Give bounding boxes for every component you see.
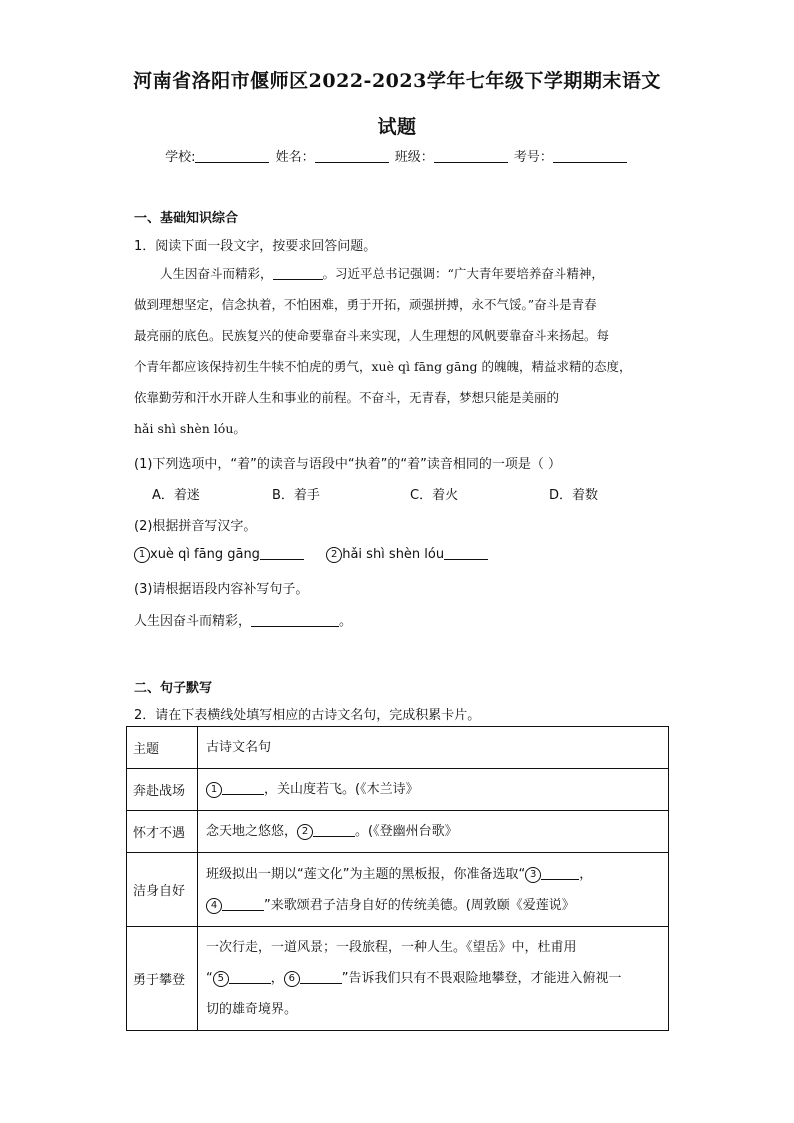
exam-title-line1: 河南省洛阳市偃师区2022-2023学年七年级下学期期末语文 <box>133 70 661 92</box>
poem-cell <box>198 853 669 927</box>
table-row <box>127 769 669 811</box>
poem-text: 。(《登幽州台歌》 <box>355 824 458 839</box>
circle-number: 1 <box>206 782 222 798</box>
poem-cell <box>198 769 669 811</box>
passage-line-4: 个青年都应该保持初生牛犊不怕虎的勇气，xuè qì fāng gāng 的魄魄，精益求精的态度， <box>134 359 632 374</box>
answer-blank-5[interactable] <box>229 971 271 984</box>
name-label: 姓名： <box>275 150 315 165</box>
table-row <box>127 811 669 853</box>
poem-text: ”来歌颂君子洁身自好的传统美德。(周敦颐《爱莲说》 <box>264 897 575 913</box>
circle-number: 3 <box>525 867 541 883</box>
class-field[interactable] <box>434 150 508 163</box>
circle-number: 5 <box>213 971 229 987</box>
poem-text: 念天地之悠悠， <box>206 824 298 839</box>
option-b[interactable]: B．着手 <box>272 488 320 503</box>
passage-line-6: hǎi shì shèn lóu。 <box>134 421 246 436</box>
poem-cell <box>198 811 669 853</box>
section1-heading: 一、基础知识综合 <box>134 211 239 226</box>
q1-stem: 1．阅读下面一段文字，按要求回答问题。 <box>134 239 377 254</box>
poem-text: 一次行走，一道风景；一段旅程，一种人生。《望岳》中，杜甫用 <box>206 940 577 955</box>
answer-blank-2[interactable] <box>313 824 355 837</box>
table-row <box>127 927 669 1031</box>
pinyin-1: xuè qì fāng gāng <box>150 547 260 562</box>
theme-cell: 勇于攀登 <box>127 927 198 1031</box>
circle-number: 2 <box>297 824 313 840</box>
complete-sentence <box>134 610 352 629</box>
circle-number: 1 <box>134 547 150 563</box>
circle-number: 2 <box>326 547 342 563</box>
table-row <box>127 853 669 927</box>
accumulation-card-table <box>126 726 669 1031</box>
school-label: 学校: <box>165 150 196 165</box>
table-row <box>127 727 669 769</box>
pinyin-2: hǎi shì shèn lóu <box>342 547 445 562</box>
sub-question-1: (1)下列选项中，“着”的读音与语段中“执着”的“着”读音相同的一项是（ ） <box>134 457 561 472</box>
class-label: 班级： <box>394 150 434 165</box>
circle-number: 4 <box>206 898 222 914</box>
complete-sentence-blank[interactable] <box>251 614 339 627</box>
answer-blank-4[interactable] <box>222 898 264 911</box>
option-c[interactable]: C．着火 <box>410 488 459 503</box>
pinyin-row <box>134 547 488 563</box>
sub-question-3: (3)请根据语段内容补写句子。 <box>134 582 309 597</box>
passage-line-5: 依靠勤劳和汗水开辟人生和事业的前程。不奋斗，无青春，梦想只能是美丽的 <box>134 390 560 405</box>
sub-question-2: (2)根据拼音写汉字。 <box>134 519 257 534</box>
complete-sentence-text: 人生因奋斗而精彩， <box>134 614 252 629</box>
q2-stem: 2．请在下表横线处填写相应的古诗文名句，完成积累卡片。 <box>134 708 481 723</box>
circle-number: 6 <box>284 971 300 987</box>
table-header-theme: 主题 <box>127 727 198 769</box>
poem-text: ，关山度若飞。(《木兰诗》 <box>264 782 419 797</box>
poem-text: ， <box>579 866 593 882</box>
poem-text: “ <box>206 971 213 986</box>
student-info-row <box>0 146 794 165</box>
complete-sentence-end: 。 <box>339 614 353 629</box>
theme-cell: 奔赴战场 <box>127 769 198 811</box>
theme-cell: 怀才不遇 <box>127 811 198 853</box>
number-label: 考号： <box>513 150 553 165</box>
exam-title-line2: 试题 <box>377 116 417 138</box>
answer-blank-1[interactable] <box>222 782 264 795</box>
passage-line-2: 做到理想坚定，信念执着，不怕困难，勇于开拓，顽强拼搏，永不气馁。”奋斗是青春 <box>134 297 597 312</box>
passage-text-1a: 人生因奋斗而精彩， <box>160 266 273 281</box>
theme-cell: 洁身自好 <box>127 853 198 927</box>
pinyin-1-answer[interactable] <box>260 547 304 560</box>
passage-blank[interactable] <box>273 267 323 280</box>
poem-text: ， <box>270 971 284 986</box>
poem-text: ”告诉我们只有不畏艰险地攀登，才能进入俯视一 <box>341 971 622 986</box>
passage-line-3: 最亮丽的底色。民族复兴的使命要靠奋斗来实现，人生理想的风帆要靠奋斗来扬起。每 <box>134 328 610 343</box>
name-field[interactable] <box>315 150 389 163</box>
option-d[interactable]: D．着数 <box>549 488 599 503</box>
answer-blank-3[interactable] <box>541 867 579 880</box>
poem-text: 切的雄奇境界。 <box>206 1002 298 1017</box>
poem-text: 班级拟出一期以“莲文化”为主题的黑板报，你准备选取“ <box>206 866 526 882</box>
passage-text-1b: 。习近平总书记强调：“广大青年要培养奋斗精神， <box>322 266 604 281</box>
section2-heading: 二、句子默写 <box>134 681 213 696</box>
number-field[interactable] <box>553 150 627 163</box>
option-a[interactable]: A．着迷 <box>152 488 200 503</box>
table-header-poem: 古诗文名句 <box>198 727 669 769</box>
poem-cell <box>198 927 669 1031</box>
reading-passage <box>134 258 664 289</box>
school-field[interactable] <box>195 150 269 163</box>
answer-blank-6[interactable] <box>300 971 342 984</box>
pinyin-2-answer[interactable] <box>444 547 488 560</box>
